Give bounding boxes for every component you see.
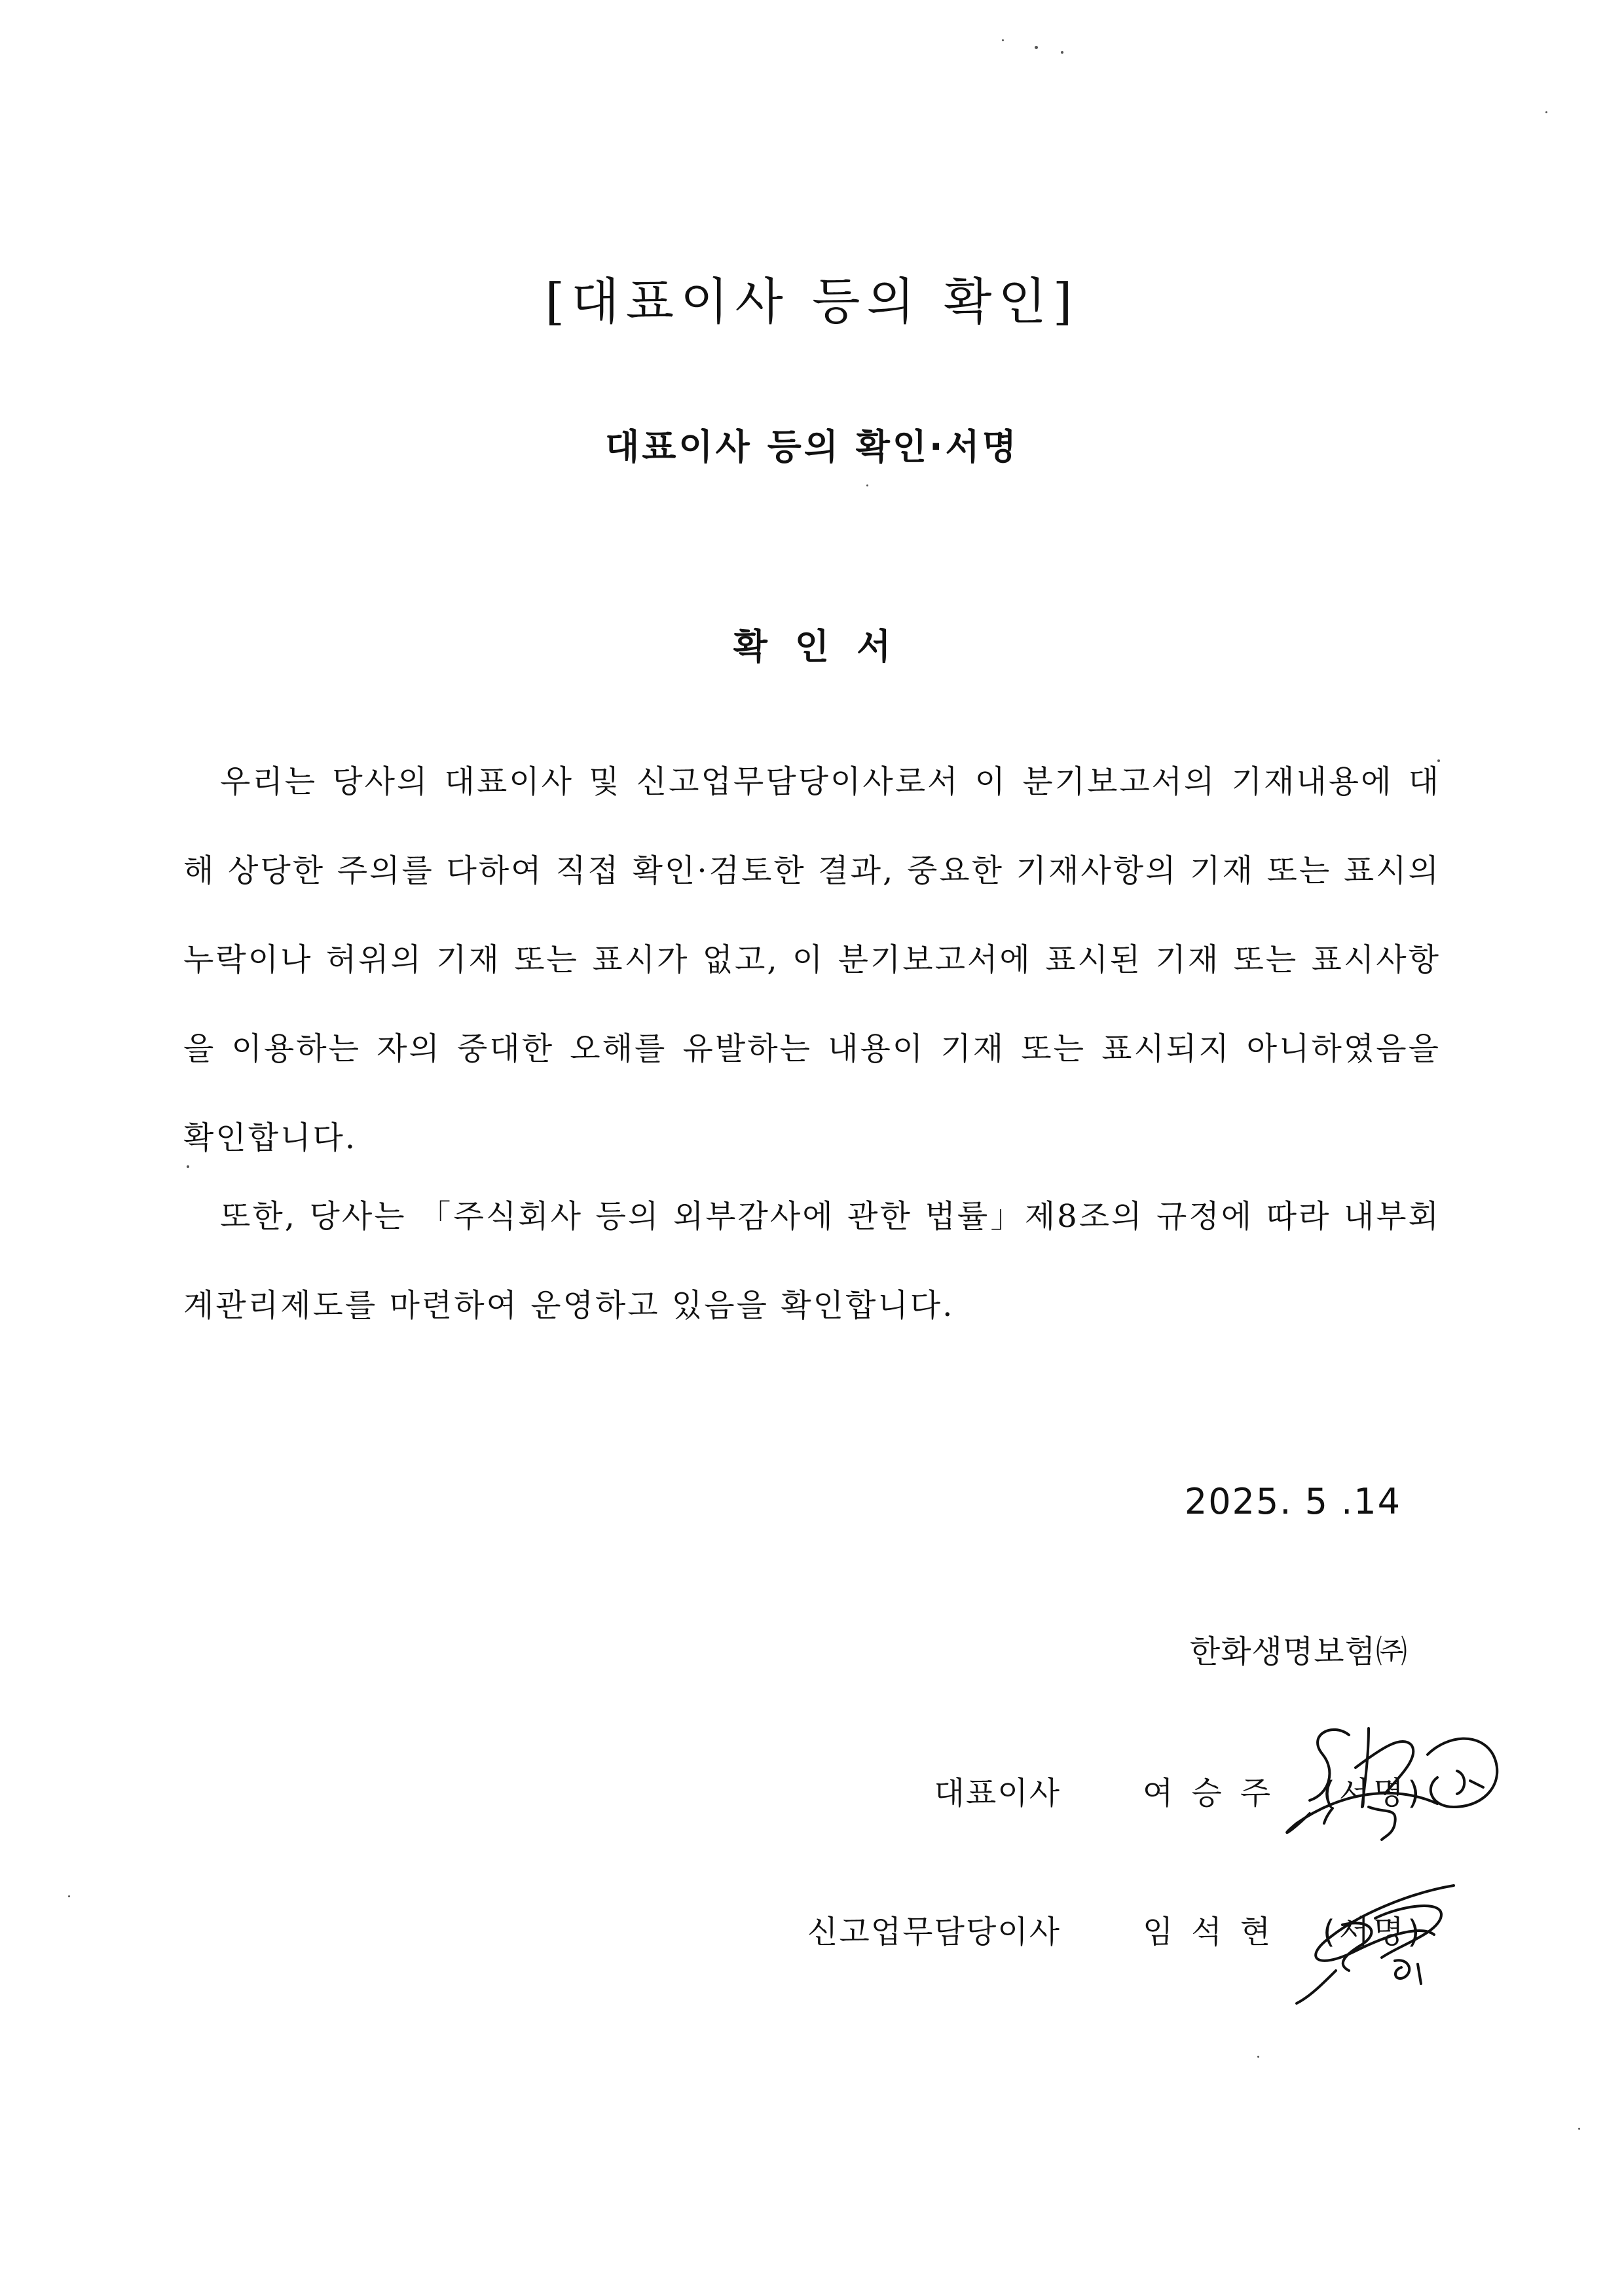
document-subtitle: 대표이사 등의 확인·서명 — [605, 426, 1019, 467]
scan-speck — [68, 1895, 70, 1897]
confirmation-heading: 확인서 — [733, 626, 919, 667]
scan-speck — [1437, 759, 1440, 762]
signatory-name: 여승주 — [1143, 1775, 1289, 1812]
confirmation-paragraph-1: 우리는 당사의 대표이사 및 신고업무담당이사로서 이 분기보고서의 기재내용에 대해 상당한 주의를 다하여 직접 확인·검토한 결과, 중요한 기재사항의 기재 또는 표시의 누락이나 허위의 기재 또는 표시가 없고, 이 분기보고서에 표시된 기재 또는 표시사항을 이용하는 자의 중대한 오해를 유발하는 내용이 기재 또는 표시되지 아니하였음을 확인합니다. — [183, 763, 1441, 1156]
signatory-role: 신고업무담당이사 — [807, 1914, 1061, 1950]
signatory-role: 대표이사 — [934, 1775, 1061, 1812]
signatory-name: 임석현 — [1143, 1914, 1289, 1950]
scan-speck — [1578, 2128, 1580, 2130]
scan-speck — [187, 1165, 189, 1168]
document-date: 2025. 5 .14 — [1184, 1481, 1401, 1522]
document-title: [대표이사 등의 확인] — [545, 272, 1079, 331]
signature-label: (서명) — [1323, 1914, 1424, 1950]
company-name: 한화생명보험㈜ — [1189, 1633, 1408, 1670]
scan-speck — [866, 484, 868, 486]
signatory-row-reporting-director — [0, 1906, 1624, 1965]
signatory-row-ceo — [0, 1768, 1624, 1827]
signature-label: (서명) — [1323, 1775, 1424, 1812]
scan-speck — [1257, 2056, 1259, 2058]
scan-speck — [1061, 51, 1063, 54]
scan-speck — [1002, 39, 1004, 41]
confirmation-paragraph-2: 또한, 당사는 「주식회사 등의 외부감사에 관한 법률」제8조의 규정에 따라 내부회계관리제도를 마련하여 운영하고 있음을 확인합니다. — [183, 1198, 1441, 1324]
scan-speck — [1545, 111, 1547, 113]
scan-speck — [1035, 46, 1038, 49]
